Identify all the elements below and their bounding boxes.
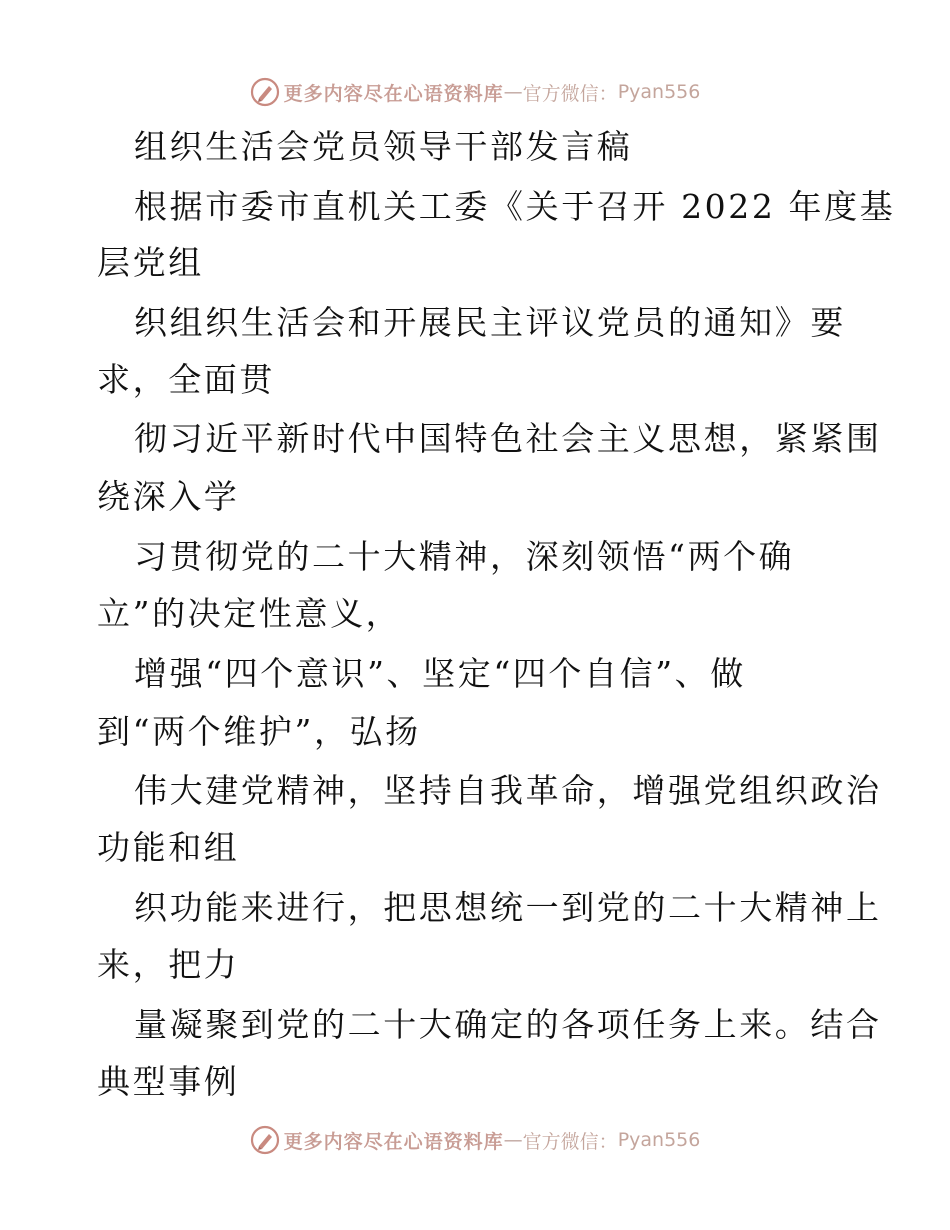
watermark-wechat-id: Pyan556 [617,1129,701,1151]
text-line: 习贯彻党的二十大精神，深刻领悟“两个确 [134,537,795,576]
text-line: 量凝聚到党的二十大确定的各项任务上来。结合 [134,1005,882,1044]
text-line: 功能和组 [97,828,240,867]
text-line: 根据市委市直机关工委《关于召开 2022 年度基 [134,187,896,226]
document-title: 组织生活会党员领导干部发言稿 [134,127,633,166]
text-line: 织功能来进行，把思想统一到党的二十大精神上 [134,888,882,927]
watermark-wechat-id: Pyan556 [617,81,701,103]
text-line: 织组织生活会和开展民主评议党员的通知》要 [134,303,846,342]
watermark-separator: — [503,1129,523,1151]
text-line: 到“两个维护”，弘扬 [97,712,421,751]
watermark-wechat-label: 官方微信： [522,82,618,105]
text-line: 立”的决定性意义， [97,594,402,633]
text-line: 求，全面贯 [97,360,275,399]
watermark-separator: — [503,81,523,103]
watermark-wechat-label: 官方微信： [522,1130,618,1153]
watermark-banner-bottom [0,1120,950,1160]
pen-logo-icon [250,77,280,107]
text-line: 绕深入学 [97,477,240,516]
text-line: 层党组 [97,243,204,282]
pen-logo-icon [250,1125,280,1155]
text-line: 典型事例 [97,1062,240,1101]
text-line: 彻习近平新时代中国特色社会主义思想，紧紧围 [134,419,882,458]
watermark-banner-top [0,72,950,112]
text-line: 增强“四个意识”、坚定“四个自信”、做 [134,654,746,693]
watermark-brand: 更多内容尽在心语资料库 [283,1130,504,1153]
watermark-brand: 更多内容尽在心语资料库 [283,82,504,105]
text-line: 伟大建党精神，坚持自我革命，增强党组织政治 [134,771,882,810]
text-line: 来，把力 [97,945,240,984]
